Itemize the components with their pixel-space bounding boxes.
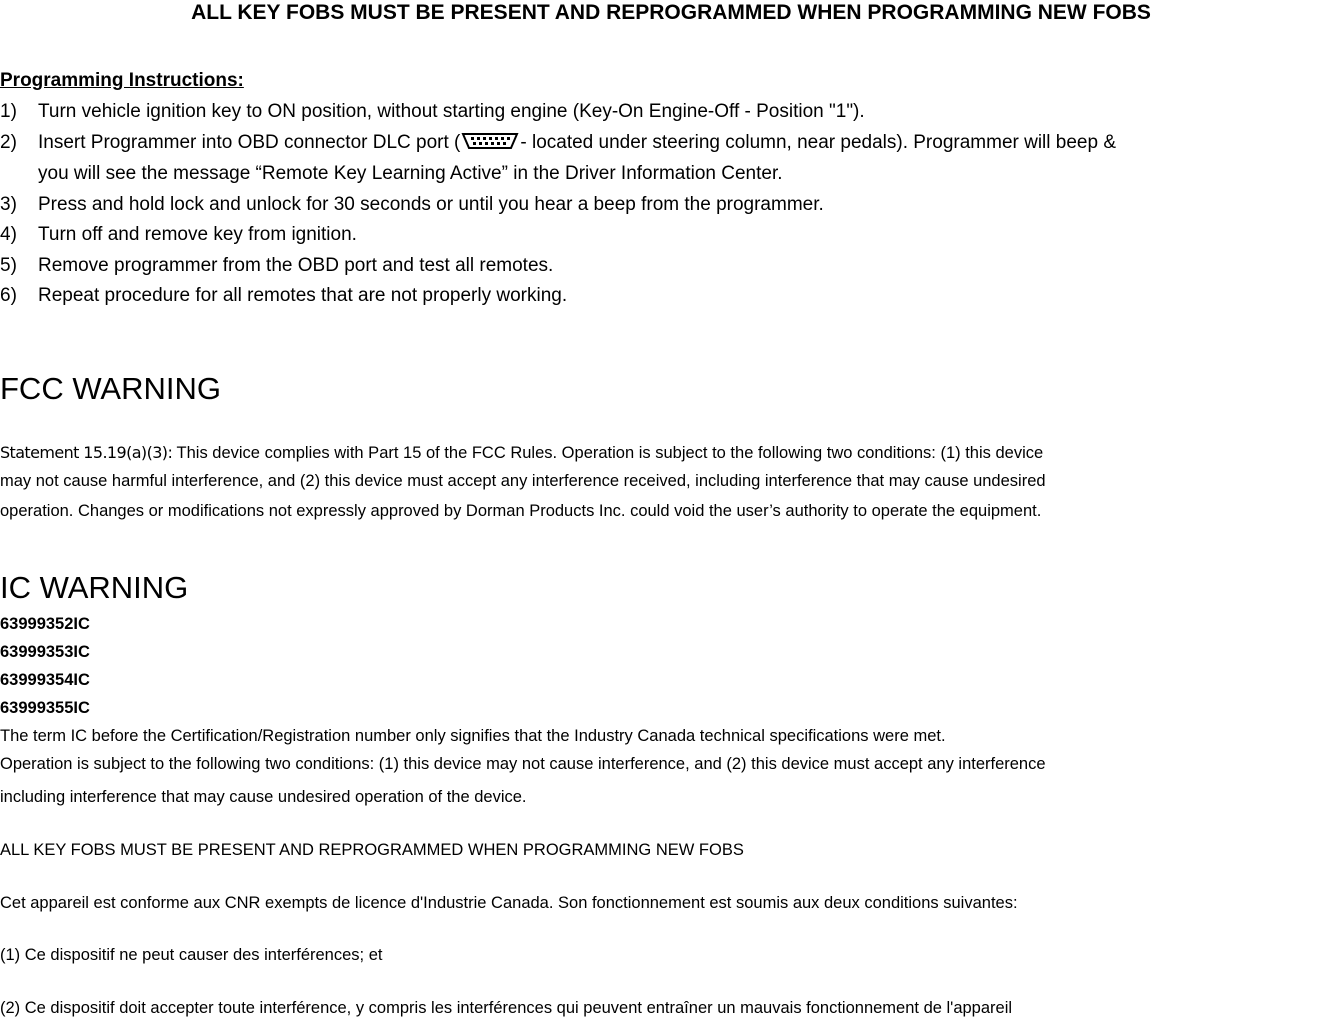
- top-heading: ALL KEY FOBS MUST BE PRESENT AND REPROGRAMMED WHEN PROGRAMMING NEW FOBS: [191, 1, 1151, 24]
- fcc-text-line: may not cause harmful interference, and (2) this device must accept any interference received, including interference that may cause undesired: [0, 472, 1046, 490]
- ic-code: 63999352IC: [0, 615, 90, 633]
- french-text-line: (1) Ce dispositif ne peut causer des interférences; et: [0, 946, 383, 964]
- french-text-line: Cet appareil est conforme aux CNR exempts de licence d'Industrie Canada. Son fonctionnement est soumis aux deux conditions suivantes:: [0, 894, 1018, 912]
- ic-warning-title: IC WARNING: [0, 570, 189, 605]
- fcc-text-line: This device complies with Part 15 of the FCC Rules. Operation is subject to the following two conditions: (1) this device: [176, 444, 1044, 462]
- step-text: Remove programmer from the OBD port and test all remotes.: [38, 255, 554, 276]
- fcc-text-line: operation. Changes or modifications not expressly approved by Dorman Products Inc. could void the user’s authority to operate the equipment.: [0, 502, 1042, 520]
- programming-heading: Programming Instructions:: [0, 70, 244, 91]
- obd-connector-icon: [461, 132, 519, 157]
- step-text-before-icon: Insert Programmer into OBD connector DLC port (: [38, 132, 461, 153]
- step-number: 1): [0, 101, 17, 122]
- step-number: 2): [0, 132, 17, 153]
- fcc-statement-line: [0, 442, 1043, 464]
- step-text: [38, 131, 1116, 157]
- ic-code: 63999354IC: [0, 671, 90, 689]
- step-number: 5): [0, 255, 17, 276]
- step-number: 4): [0, 224, 17, 245]
- step-text: Repeat procedure for all remotes that are not properly working.: [38, 285, 568, 306]
- ic-text-line: The term IC before the Certification/Registration number only signifies that the Industry Canada technical specifications were met.: [0, 727, 946, 745]
- ic-code: 63999355IC: [0, 699, 90, 717]
- step-text: you will see the message “Remote Key Learning Active” in the Driver Information Center.: [38, 163, 783, 184]
- ic-text-line: Operation is subject to the following two conditions: (1) this device may not cause interference, and (2) this device must accept any interference: [0, 755, 1046, 773]
- ic-code: 63999353IC: [0, 643, 90, 661]
- ic-text-line: including interference that may cause undesired operation of the device.: [0, 788, 527, 806]
- fcc-warning-title: FCC WARNING: [0, 371, 221, 406]
- step-text: Turn vehicle ignition key to ON position, without starting engine (Key-On Engine-Off - Position "1").: [38, 101, 865, 122]
- french-text-line: (2) Ce dispositif doit accepter toute interférence, y compris les interférences qui peuvent entraîner un mauvais fonctionnement de l'appareil: [0, 999, 1013, 1017]
- step-text-after-icon: - located under steering column, near pedals). Programmer will beep &: [520, 132, 1116, 153]
- fcc-statement-label: Statement 15.19(a)(3):: [0, 443, 173, 462]
- step-number: 6): [0, 285, 17, 306]
- step-text: Press and hold lock and unlock for 30 seconds or until you hear a beep from the programmer.: [38, 194, 824, 215]
- repeat-notice: ALL KEY FOBS MUST BE PRESENT AND REPROGRAMMED WHEN PROGRAMMING NEW FOBS: [0, 841, 744, 859]
- step-text: Turn off and remove key from ignition.: [38, 224, 357, 245]
- step-number: 3): [0, 194, 17, 215]
